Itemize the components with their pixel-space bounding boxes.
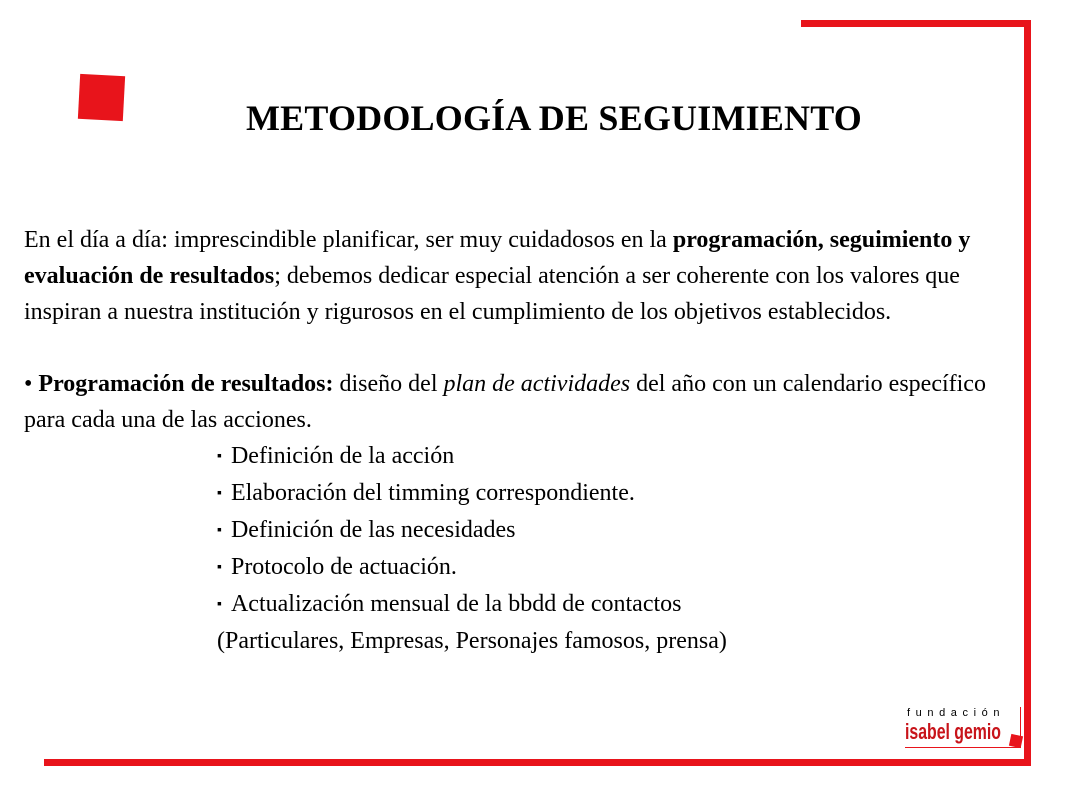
list-item-text: Protocolo de actuación. [230,554,457,580]
bullet-text-part2: del año con un calendario específico para cada una de las acciones. [24,371,986,433]
intro-paragraph [24,222,1024,330]
frame-bottom-line [44,759,1031,766]
intro-bold-text: programación, seguimiento y evaluación de resultados [24,227,971,289]
intro-text-part1: En el día a día: imprescindible planificar, ser muy cuidadosos en la [24,227,673,253]
bullet-paragraph [24,366,1024,438]
spacer [24,330,1024,366]
sub-item-list [217,438,1066,623]
logo-main-text: isabel gemio [905,719,1001,744]
square-bullet-icon: ▪ [217,523,222,538]
list-item-text: Elaboración del timming correspondiente. [230,480,635,506]
intro-text-part2: ; debemos dedicar especial atención a ser coherente con los valores que inspiran a nuestra institución y rigurosos en el cumplimiento de los objetivos establecidos. [24,263,960,325]
slide-body [24,222,1024,659]
logo-side-line [1020,707,1021,747]
square-bullet-icon: ▪ [217,449,222,464]
list-item-text: Actualización mensual de la bbdd de contactos [230,591,682,617]
bullet-italic-text: plan de actividades [443,371,631,397]
square-bullet-icon: ▪ [217,560,222,575]
list-item [217,586,1066,623]
square-bullet-icon: ▪ [217,486,222,501]
frame-top-line [801,20,1031,27]
list-item-continuation: (Particulares, Empresas, Personajes famosos, prensa) [217,628,727,654]
logo-top-text: fundación [907,707,1006,719]
list-item-text: Definición de la acción [230,443,455,469]
list-item-text: Definición de las necesidades [230,517,516,543]
bullet-label: Programación de resultados: [38,371,334,397]
slide-title: METODOLOGÍA DE SEGUIMIENTO [246,98,863,138]
bullet-text-part1: diseño del [333,371,444,397]
decorative-red-square [78,74,125,121]
list-item [217,512,1066,549]
bullet-marker: • [24,371,33,397]
logo-underline [905,747,1021,748]
fundacion-logo [905,707,1021,755]
square-bullet-icon: ▪ [217,597,222,612]
list-item [217,438,1066,475]
list-item [217,549,1066,586]
list-item [217,475,1066,512]
